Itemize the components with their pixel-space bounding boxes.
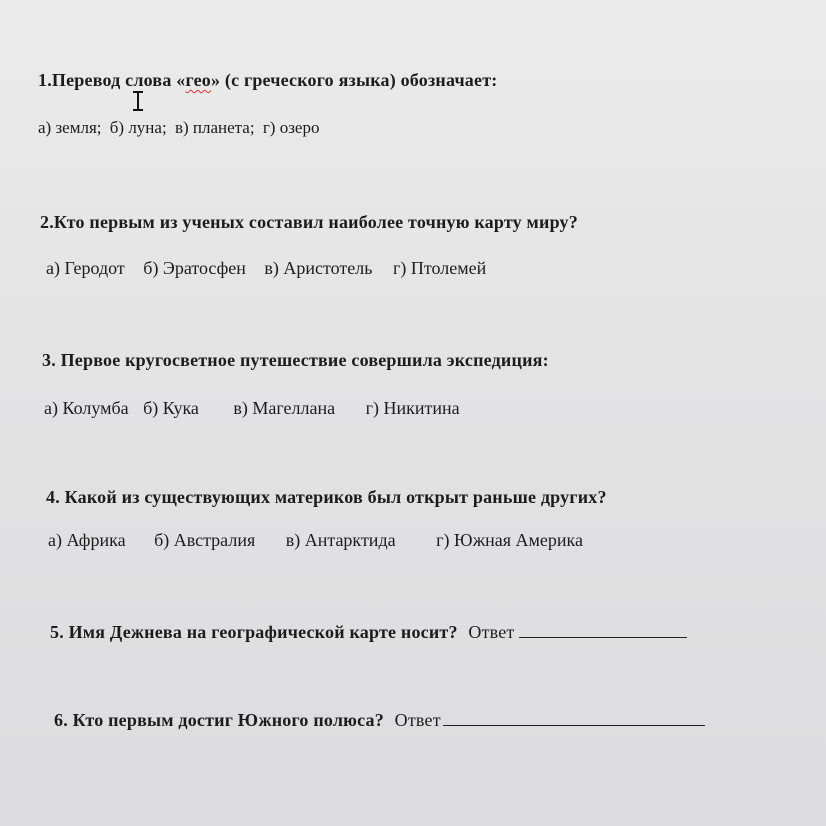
answer-option: в) Аристотель: [264, 258, 373, 278]
answer-blank-line: [443, 711, 705, 726]
answer-option: а) земля;: [38, 118, 102, 137]
spellcheck-marked-word: гео: [185, 70, 211, 90]
question-5: [50, 622, 687, 643]
answer-option: а) Геродот: [46, 258, 125, 278]
answer-option: в) Антарктида: [285, 530, 396, 550]
answers-2: [46, 258, 486, 279]
answer-label: Ответ: [394, 710, 441, 730]
answer-option: б) Эратосфен: [143, 258, 246, 278]
answer-option: б) Кука: [143, 398, 199, 418]
question-6: [54, 710, 705, 731]
question-6-text: 6. Кто первым достиг Южного полюса?: [54, 710, 384, 730]
answers-4: [48, 530, 583, 551]
question-1: [38, 70, 497, 91]
answer-option: в) планета;: [174, 118, 255, 137]
question-3: 3. Первое кругосветное путешествие совершила экспедиция:: [42, 350, 549, 370]
question-1-text-start: 1.Перевод слова «: [38, 70, 186, 90]
answer-option: а) Африка: [48, 530, 126, 550]
question-2: 2.Кто первым из ученых составил наиболее точную карту миру?: [40, 212, 578, 232]
answer-option: а) Колумба: [44, 398, 129, 418]
answer-option: б) луна;: [109, 118, 167, 137]
answer-option: б) Австралия: [154, 530, 256, 550]
i-beam-cursor-icon: [132, 90, 144, 112]
answer-option: в) Магеллана: [233, 398, 336, 418]
question-1-text-end: » (с греческого языка) обозначает:: [210, 70, 498, 90]
answer-blank-line: [519, 623, 687, 638]
answer-option: г) Никитина: [365, 398, 460, 418]
answers-1: [38, 118, 319, 138]
answer-option: г) озеро: [262, 118, 320, 137]
question-4: 4. Какой из существующих материков был открыт раньше других?: [46, 487, 607, 507]
answer-label: Ответ: [468, 622, 515, 642]
question-5-text: 5. Имя Дежнева на географической карте носит?: [50, 622, 458, 642]
answers-3: [44, 398, 460, 419]
answer-option: г) Птолемей: [392, 258, 487, 278]
answer-option: г) Южная Америка: [436, 530, 584, 550]
